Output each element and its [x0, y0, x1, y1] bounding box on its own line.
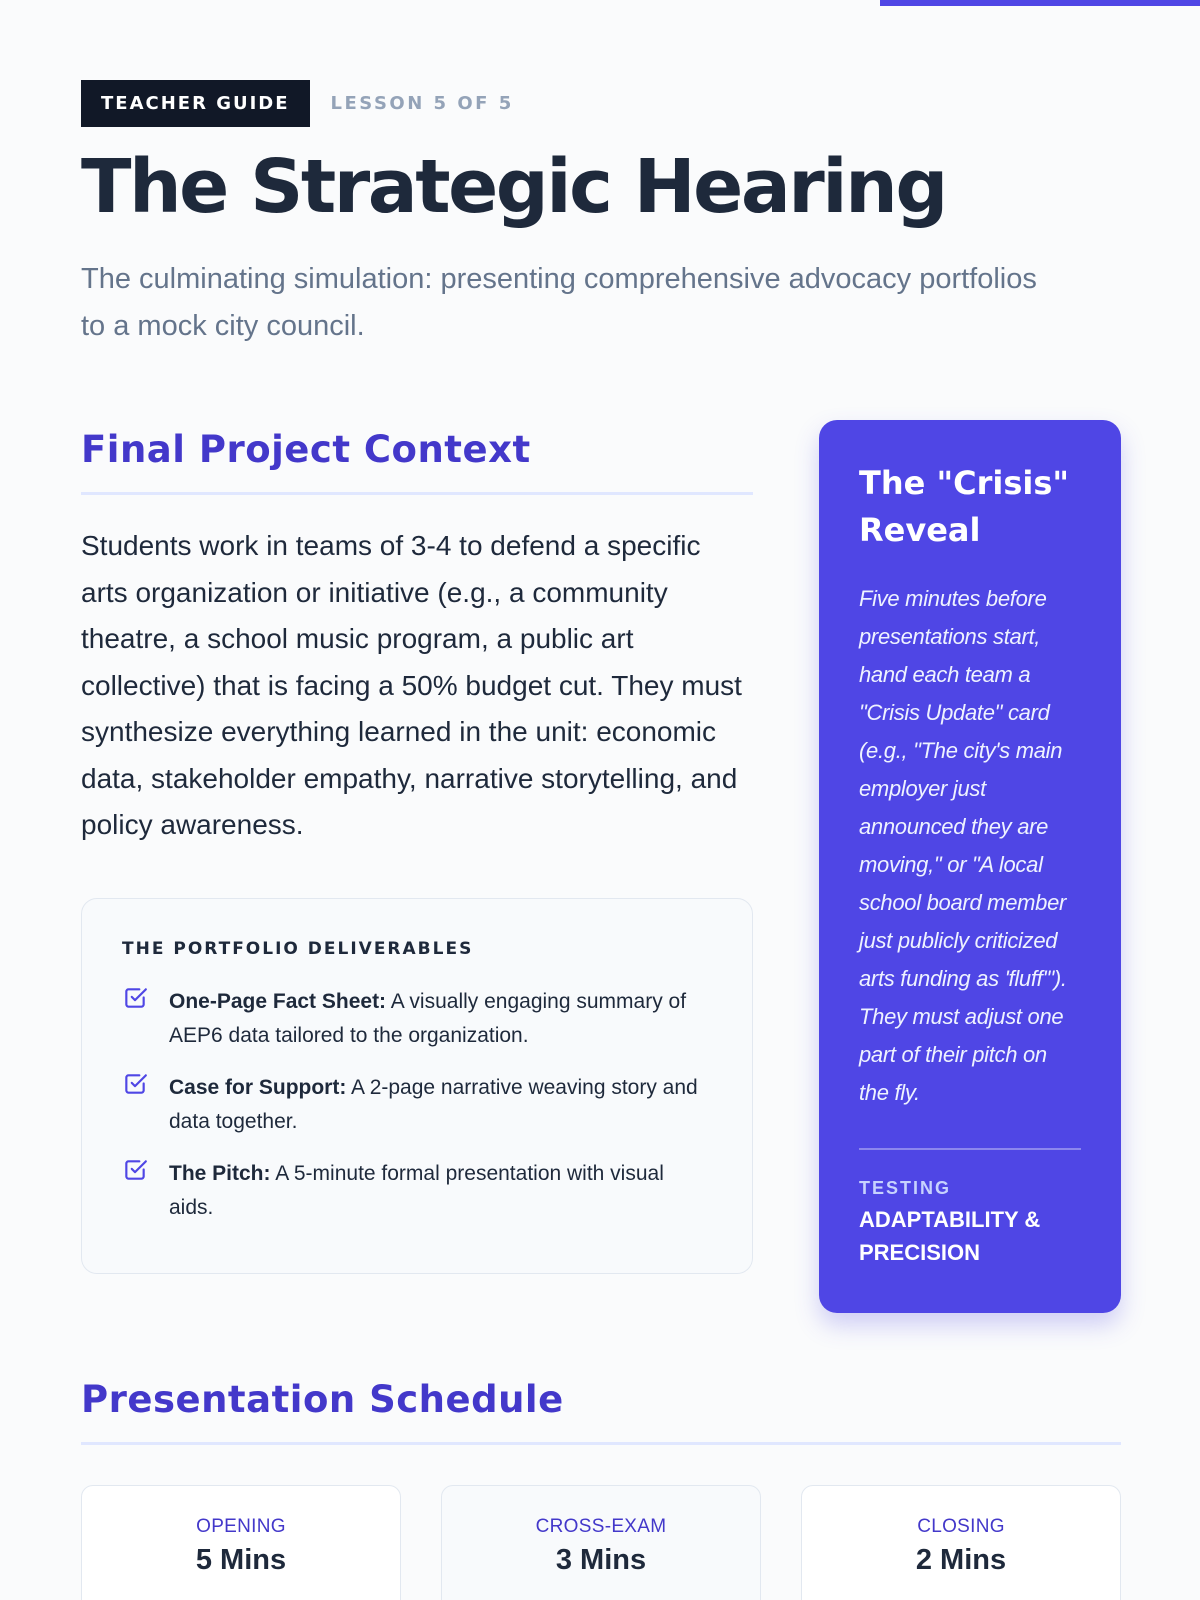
deliverables-heading: THE PORTFOLIO DELIVERABLES: [122, 939, 474, 959]
schedule-label: CLOSING: [917, 1516, 1005, 1537]
context-title: Final Project Context: [81, 428, 531, 471]
schedule-card-closing: [801, 1485, 1121, 1600]
page-subtitle: The culminating simulation: presenting comprehensive advocacy portfolios to a mock city council.: [81, 263, 1037, 342]
section-divider: [81, 1442, 1121, 1445]
deliverable-text: [169, 1071, 712, 1139]
deliverable-text: [169, 985, 712, 1053]
schedule-duration: 5 Mins: [195, 1544, 287, 1576]
schedule-card-opening: [81, 1485, 401, 1600]
checkbox-icon: [122, 1071, 148, 1097]
checkbox-icon: [122, 1157, 148, 1183]
schedule-section: [81, 1370, 1121, 1600]
deliverable-description: A 2-page narrative weaving story and data together.: [169, 1076, 698, 1133]
eyebrow: [81, 80, 1121, 127]
deliverables-list: [122, 985, 712, 1225]
schedule-title: Presentation Schedule: [81, 1378, 564, 1421]
deliverable-label: The Pitch:: [169, 1162, 271, 1185]
list-item: [122, 985, 712, 1053]
schedule-cards: [81, 1485, 1121, 1600]
main-row: [81, 420, 1121, 1320]
list-item: [122, 1071, 712, 1139]
page-title: The Strategic Hearing: [81, 144, 946, 230]
section-divider: [81, 492, 753, 495]
top-accent-bar: [880, 0, 1200, 6]
testing-label: TESTING: [859, 1178, 952, 1198]
deliverables-box: [81, 898, 753, 1274]
crisis-title: The "Crisis" Reveal: [859, 464, 1070, 549]
crisis-divider: [859, 1148, 1081, 1150]
crisis-body: Five minutes before presentations start, hand each team a "Crisis Update" card (e.g., "The city's main employer just announced they are moving," or "A local school board member just publicly criticized arts funding as 'fluff'"). They must adjust one part of their pitch on the fly.: [859, 586, 1067, 1105]
deliverable-label: Case for Support:: [169, 1076, 347, 1099]
schedule-duration: 2 Mins: [915, 1544, 1007, 1576]
teacher-guide-page: [81, 80, 1121, 1576]
crisis-reveal-card: [819, 420, 1121, 1313]
list-item: [122, 1157, 712, 1225]
context-section: [81, 420, 753, 849]
deliverable-description: A visually engaging summary of AEP6 data tailored to the organization.: [169, 990, 687, 1047]
teacher-guide-badge: TEACHER GUIDE: [81, 80, 310, 127]
schedule-card-cross-exam: [441, 1485, 761, 1600]
lesson-counter: LESSON 5 OF 5: [330, 93, 514, 114]
deliverable-label: One-Page Fact Sheet:: [169, 990, 387, 1013]
schedule-duration: 3 Mins: [555, 1544, 647, 1576]
deliverable-description: A 5-minute formal presentation with visual aids.: [169, 1162, 664, 1219]
schedule-label: CROSS-EXAM: [535, 1516, 667, 1537]
testing-value: ADAPTABILITY & PRECISION: [859, 1207, 1041, 1265]
context-body: Students work in teams of 3-4 to defend a specific arts organization or initiative (e.g., a community theatre, a school music program, a public art collective) that is facing a 50% budget cut. They must synthesize everything learned in the unit: economic data, stakeholder empathy, narrative storytelling, and policy awareness.: [81, 530, 742, 840]
deliverable-text: [169, 1157, 712, 1225]
schedule-label: OPENING: [196, 1516, 286, 1537]
checkbox-icon: [122, 985, 148, 1011]
